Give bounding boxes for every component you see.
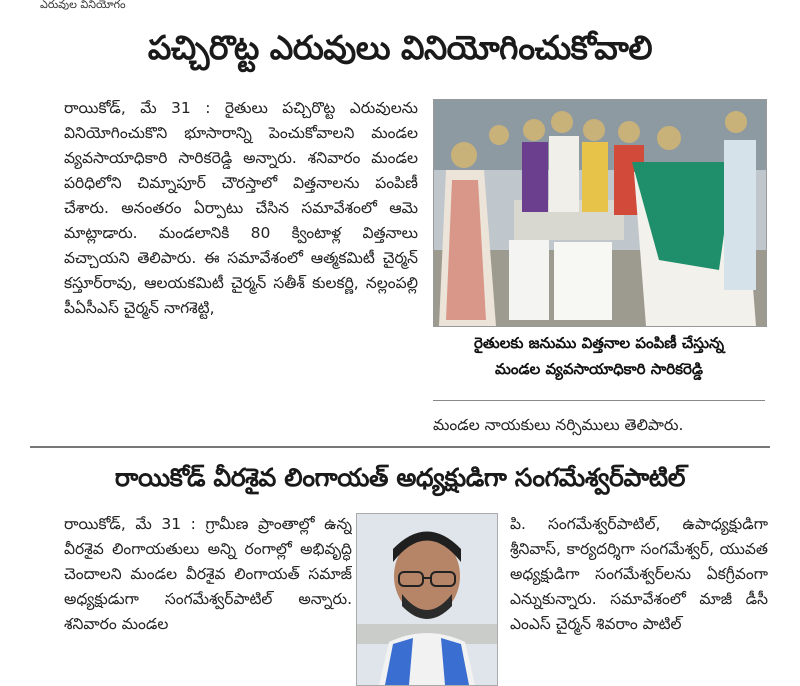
article1-body: రాయికోడ్, మే 31 : రైతులు పచ్చిరొట్ట ఎరువులను వినియోగించుకొని భూసారాన్ని పెంచుకోవాలని మండల వ్యవసాయాధికారి సారికరెడ్డి అన్నారు. శనివారం మండల పరిధిలోని చిమ్నాపూర్ చౌరస్తాలో విత్తనాలను పంపిణీ చేశారు. అనంతరం ఏర్పాటు చేసిన సమావేశంలో ఆమె మాట్లాడారు. మండలానికి 80 క్వింటాళ్ల విత్తనాలు వచ్చాయని తెలిపారు. ఈ సమావేశంలో ఆత్మకమిటీ చైర్మన్ కస్తూర్‌రావు, ఆలయకమిటీ చైర్మన్ సతీశ్ కులకర్ణి, నల్లంపల్లి పీఏసీఎస్ చైర్మన్ నాగశెట్టి, [64, 99, 418, 317]
headline-2: రాయికోడ్ వీరశైవ లింగాయత్ అధ్యక్షుడిగా సంగమేశ్వర్‌పాటిల్ [114, 463, 686, 492]
portrait-photo [356, 513, 498, 686]
top-strip-text: ఎరువుల వినియోగం [40, 0, 126, 10]
distribution-photo-art [434, 100, 766, 326]
photo-caption-line-2: మండల వ్యవసాయాధికారి సారికరెడ్డి [495, 360, 703, 378]
article2-right-column: పి. సంగమేశ్వర్‌పాటిల్, ఉపాధ్యక్షుడిగా శ్రీనివాస్, కార్యదర్శిగా సంగమేశ్వర్, యువత అధ్యక్షుడిగా సంగమేశ్వర్‌లను ఏకగ్రీవంగా ఎన్నుకున్నారు. సమావేశంలో మాజీ డీసీ ఎంఎస్ చైర్మన్ శివరాం పాటిల్ [510, 515, 768, 633]
article-divider [30, 446, 770, 448]
headline: పచ్చిరొట్ట ఎరువులు వినియోగించుకోవాలి [147, 28, 653, 67]
portrait-photo-art [357, 514, 497, 685]
article1-tail: మండల నాయకులు నర్సిములు తెలిపారు. [433, 416, 684, 434]
article2-left-column: రాయికోడ్, మే 31 : గ్రామీణ ప్రాంతాల్లో ఉన్న వీరశైవ లింగాయతులు అన్ని రంగాల్లో అభివృద్ధి చెందాలని మండల వీరశైవ లింగాయత్ సమాజ్ అధ్యక్షుడుగా సంగమేశ్వర్‌పాటిల్ అన్నారు. శనివారం మండల [64, 515, 352, 633]
caption-rule [433, 400, 765, 401]
distribution-photo [433, 99, 767, 327]
photo-caption [433, 330, 765, 396]
photo-caption-line-1: రైతులకు జనుము విత్తనాల పంపిణీ చేస్తున్న [473, 334, 725, 352]
